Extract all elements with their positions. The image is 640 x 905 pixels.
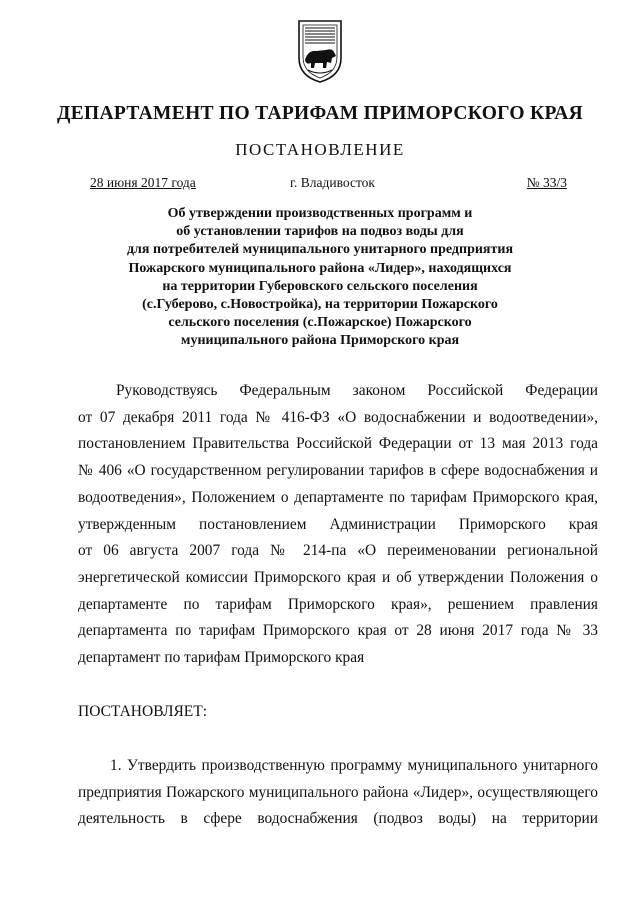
document-number: № 33/3 [526,175,567,190]
document-title [100,205,540,351]
preamble-line: департаменте по тарифам Приморского края», решением правления [78,595,598,613]
preamble-paragraph [78,378,598,672]
preamble-line: утвержденным постановлением Администрации Приморского края [78,515,598,533]
preamble-line: постановлением Правительства Российской Федерации от 13 мая 2013 года [78,435,598,453]
document-city: г. Владивосток [290,175,375,190]
title-line: для потребителей муниципального унитарного предприятия [126,242,514,258]
document-type: ПОСТАНОВЛЕНИЕ [235,140,405,159]
preamble-line: от 07 декабря 2011 года № 416-ФЗ «О водоснабжении и водоотведении», [78,408,598,426]
preamble-line: водоотведения», Положением о департаменте по тарифам Приморского края, [78,488,598,506]
preamble-line: департамента по тарифам Приморского края от 28 июня 2017 года № 33 [78,622,598,640]
department-name: ДЕПАРТАМЕНТ ПО ТАРИФАМ ПРИМОРСКОГО КРАЯ [57,103,583,124]
item-1-line: деятельность в сфере водоснабжения (подвоз воды) на территории [78,810,598,828]
decree-word: ПОСТАНОВЛЯЕТ: [78,703,208,720]
item-1-line: предприятия Пожарского муниципального района «Лидер», осуществляющего [78,783,598,801]
item-1-paragraph [78,753,598,833]
title-line: на территории Губеровского сельского поселения [162,278,478,294]
document-date: 28 июня 2017 года [90,175,196,190]
title-line: (с.Губерово, с.Новостройка), на территории Пожарского [142,297,498,313]
title-line: сельского поселения (с.Пожарское) Пожарского [168,315,472,331]
title-line: Пожарского муниципального района «Лидер», находящихся [128,260,512,276]
preamble-line: Руководствуясь Федеральным законом Российской Федерации [116,382,598,399]
preamble-line: департамент по тарифам Приморского края [78,649,365,667]
coat-of-arms-tiger-icon [296,18,344,84]
item-1-line: 1. Утвердить производственную программу муниципального унитарного [110,757,598,774]
title-line: муниципального района Приморского края [180,333,460,349]
preamble-line: № 406 «О государственном регулировании тарифов в сфере водоснабжения и [78,462,598,480]
title-line: об установлении тарифов на подвоз воды для [176,224,464,240]
preamble-line: энергетической комиссии Приморского края и об утверждении Положения о [78,568,598,586]
preamble-line: от 06 августа 2007 года № 214-па «О переименовании региональной [78,542,598,560]
title-line: Об утверждении производственных программ и [167,206,473,221]
